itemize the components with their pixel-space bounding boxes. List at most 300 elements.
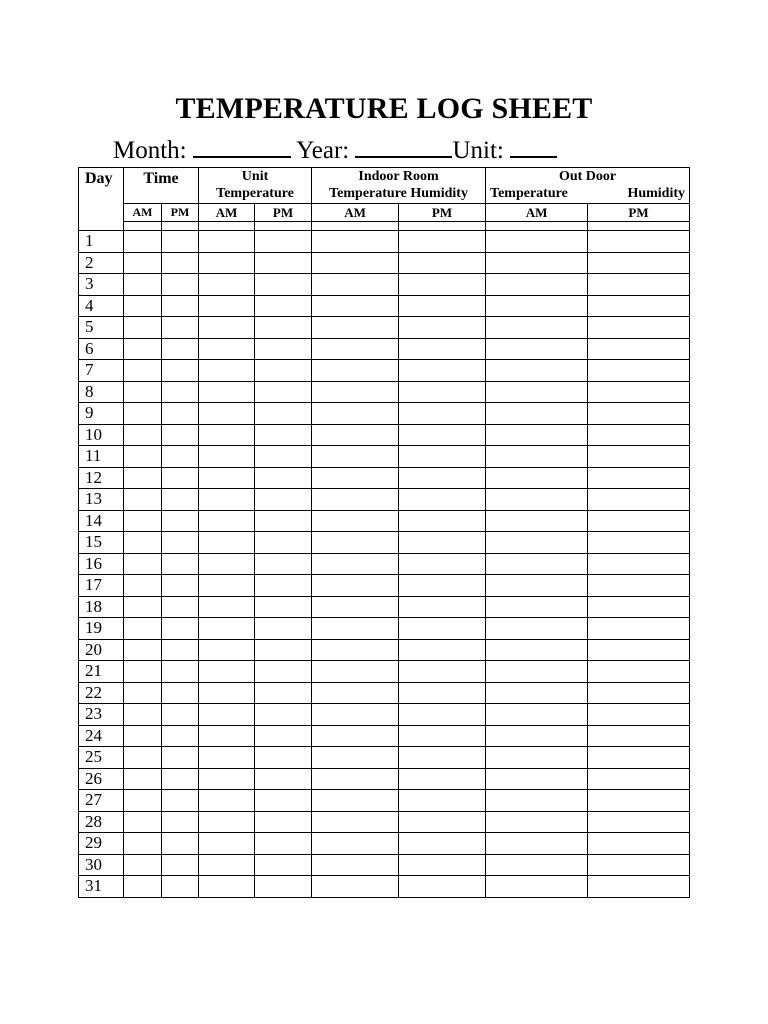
- log-cell[interactable]: [162, 854, 199, 876]
- log-cell[interactable]: [162, 274, 199, 296]
- log-cell[interactable]: [124, 381, 162, 403]
- log-cell[interactable]: [486, 682, 588, 704]
- log-cell[interactable]: [399, 360, 486, 382]
- log-cell[interactable]: [312, 618, 399, 640]
- log-cell[interactable]: [399, 618, 486, 640]
- log-cell[interactable]: [199, 725, 255, 747]
- log-cell[interactable]: [124, 424, 162, 446]
- log-cell[interactable]: [588, 661, 690, 683]
- log-cell[interactable]: [312, 274, 399, 296]
- log-cell[interactable]: [162, 618, 199, 640]
- day-number: 24: [79, 725, 124, 747]
- log-cell[interactable]: [199, 596, 255, 618]
- log-cell[interactable]: [312, 876, 399, 898]
- log-cell[interactable]: [588, 811, 690, 833]
- log-cell[interactable]: [162, 510, 199, 532]
- log-cell[interactable]: [162, 811, 199, 833]
- day-number: 9: [79, 403, 124, 425]
- log-cell[interactable]: [199, 274, 255, 296]
- log-cell[interactable]: [486, 467, 588, 489]
- log-cell[interactable]: [199, 360, 255, 382]
- log-cell[interactable]: [255, 274, 312, 296]
- log-cell[interactable]: [486, 833, 588, 855]
- log-cell[interactable]: [588, 854, 690, 876]
- log-cell[interactable]: [486, 381, 588, 403]
- log-cell[interactable]: [588, 252, 690, 274]
- log-cell[interactable]: [588, 381, 690, 403]
- log-body: [79, 231, 690, 898]
- log-cell[interactable]: [399, 231, 486, 253]
- log-cell[interactable]: [162, 252, 199, 274]
- log-cell[interactable]: [199, 381, 255, 403]
- table-row: [79, 295, 690, 317]
- log-cell[interactable]: [199, 747, 255, 769]
- table-row: [79, 811, 690, 833]
- log-cell[interactable]: [486, 811, 588, 833]
- log-cell[interactable]: [199, 424, 255, 446]
- log-cell[interactable]: [312, 833, 399, 855]
- log-cell[interactable]: [486, 489, 588, 511]
- log-cell[interactable]: [255, 446, 312, 468]
- log-cell[interactable]: [486, 403, 588, 425]
- log-cell[interactable]: [124, 704, 162, 726]
- log-cell[interactable]: [486, 532, 588, 554]
- table-row: [79, 704, 690, 726]
- log-cell[interactable]: [312, 575, 399, 597]
- log-cell[interactable]: [255, 553, 312, 575]
- log-cell[interactable]: [124, 532, 162, 554]
- log-cell[interactable]: [399, 274, 486, 296]
- log-cell[interactable]: [124, 553, 162, 575]
- log-cell[interactable]: [486, 274, 588, 296]
- day-number: 22: [79, 682, 124, 704]
- log-cell[interactable]: [399, 338, 486, 360]
- log-cell[interactable]: [486, 575, 588, 597]
- log-cell[interactable]: [255, 704, 312, 726]
- log-cell[interactable]: [162, 553, 199, 575]
- log-cell[interactable]: [124, 231, 162, 253]
- log-cell[interactable]: [199, 231, 255, 253]
- log-cell[interactable]: [124, 252, 162, 274]
- log-cell[interactable]: [399, 682, 486, 704]
- log-cell[interactable]: [162, 747, 199, 769]
- day-number: 8: [79, 381, 124, 403]
- log-cell[interactable]: [486, 704, 588, 726]
- log-cell[interactable]: [124, 639, 162, 661]
- log-cell[interactable]: [124, 274, 162, 296]
- log-cell[interactable]: [162, 446, 199, 468]
- log-cell[interactable]: [312, 295, 399, 317]
- log-cell[interactable]: [486, 790, 588, 812]
- log-cell[interactable]: [199, 510, 255, 532]
- log-cell[interactable]: [399, 768, 486, 790]
- log-cell[interactable]: [486, 854, 588, 876]
- log-cell[interactable]: [255, 360, 312, 382]
- log-cell[interactable]: [162, 532, 199, 554]
- log-cell[interactable]: [124, 575, 162, 597]
- day-number: 31: [79, 876, 124, 898]
- unit-label: Unit:: [452, 137, 504, 164]
- log-cell[interactable]: [312, 704, 399, 726]
- log-cell[interactable]: [588, 295, 690, 317]
- log-cell[interactable]: [199, 295, 255, 317]
- log-cell[interactable]: [588, 231, 690, 253]
- log-cell[interactable]: [162, 381, 199, 403]
- log-cell[interactable]: [162, 596, 199, 618]
- log-cell[interactable]: [312, 768, 399, 790]
- log-cell[interactable]: [199, 768, 255, 790]
- log-cell[interactable]: [399, 596, 486, 618]
- table-row: [79, 532, 690, 554]
- log-cell[interactable]: [486, 510, 588, 532]
- log-cell[interactable]: [312, 317, 399, 339]
- log-cell[interactable]: [255, 747, 312, 769]
- log-cell[interactable]: [124, 854, 162, 876]
- log-cell[interactable]: [124, 403, 162, 425]
- indoor-header-line2: [312, 185, 485, 202]
- log-cell[interactable]: [312, 811, 399, 833]
- log-cell[interactable]: [312, 596, 399, 618]
- log-cell[interactable]: [399, 704, 486, 726]
- table-row: [79, 446, 690, 468]
- log-cell[interactable]: [124, 467, 162, 489]
- log-cell[interactable]: [255, 768, 312, 790]
- table-row: [79, 876, 690, 898]
- table-row: [79, 360, 690, 382]
- log-cell[interactable]: [124, 596, 162, 618]
- log-cell[interactable]: [486, 360, 588, 382]
- unit-blank[interactable]: [510, 137, 557, 158]
- log-cell[interactable]: [486, 725, 588, 747]
- log-cell[interactable]: [124, 811, 162, 833]
- day-number: 28: [79, 811, 124, 833]
- log-cell[interactable]: [162, 403, 199, 425]
- log-cell[interactable]: [588, 876, 690, 898]
- log-cell[interactable]: [399, 639, 486, 661]
- log-cell[interactable]: [399, 252, 486, 274]
- log-cell[interactable]: [255, 231, 312, 253]
- log-cell[interactable]: [255, 639, 312, 661]
- log-cell[interactable]: [588, 532, 690, 554]
- log-cell[interactable]: [312, 661, 399, 683]
- log-cell[interactable]: [399, 553, 486, 575]
- log-cell[interactable]: [199, 317, 255, 339]
- log-cell[interactable]: [312, 682, 399, 704]
- log-cell[interactable]: [162, 833, 199, 855]
- day-number: 17: [79, 575, 124, 597]
- log-cell[interactable]: [312, 424, 399, 446]
- year-blank[interactable]: [355, 137, 452, 158]
- table-row: [79, 833, 690, 855]
- log-cell[interactable]: [399, 811, 486, 833]
- log-cell[interactable]: [199, 876, 255, 898]
- month-blank[interactable]: [193, 137, 291, 158]
- time-pm-header: PM: [162, 204, 199, 222]
- log-cell[interactable]: [255, 467, 312, 489]
- log-cell[interactable]: [255, 338, 312, 360]
- log-cell[interactable]: [199, 833, 255, 855]
- log-cell[interactable]: [486, 661, 588, 683]
- log-cell[interactable]: [399, 295, 486, 317]
- unit-pm-header: PM: [255, 204, 312, 222]
- log-cell[interactable]: [399, 489, 486, 511]
- log-cell[interactable]: [588, 725, 690, 747]
- log-cell[interactable]: [588, 682, 690, 704]
- log-cell[interactable]: [588, 338, 690, 360]
- log-cell[interactable]: [588, 489, 690, 511]
- day-number: 29: [79, 833, 124, 855]
- log-cell[interactable]: [255, 854, 312, 876]
- log-cell[interactable]: [312, 553, 399, 575]
- log-cell[interactable]: [486, 876, 588, 898]
- log-cell[interactable]: [399, 725, 486, 747]
- log-cell[interactable]: [199, 618, 255, 640]
- log-cell[interactable]: [162, 790, 199, 812]
- log-cell[interactable]: [312, 467, 399, 489]
- log-cell[interactable]: [255, 618, 312, 640]
- table-row: [79, 661, 690, 683]
- log-cell[interactable]: [199, 532, 255, 554]
- log-cell[interactable]: [588, 639, 690, 661]
- log-cell[interactable]: [162, 295, 199, 317]
- log-cell[interactable]: [312, 639, 399, 661]
- log-cell[interactable]: [162, 725, 199, 747]
- log-cell[interactable]: [162, 661, 199, 683]
- log-cell[interactable]: [199, 682, 255, 704]
- log-cell[interactable]: [124, 446, 162, 468]
- log-cell[interactable]: [162, 704, 199, 726]
- log-cell[interactable]: [255, 833, 312, 855]
- log-cell[interactable]: [312, 231, 399, 253]
- log-cell[interactable]: [124, 768, 162, 790]
- log-cell[interactable]: [312, 338, 399, 360]
- log-cell[interactable]: [124, 338, 162, 360]
- log-cell[interactable]: [162, 682, 199, 704]
- unit-temperature-header: [199, 168, 312, 204]
- log-cell[interactable]: [162, 317, 199, 339]
- log-cell[interactable]: [486, 252, 588, 274]
- log-cell[interactable]: [312, 446, 399, 468]
- log-cell[interactable]: [399, 381, 486, 403]
- table-row: [79, 790, 690, 812]
- log-cell[interactable]: [588, 424, 690, 446]
- log-cell[interactable]: [486, 768, 588, 790]
- day-number: 20: [79, 639, 124, 661]
- log-cell[interactable]: [399, 424, 486, 446]
- log-cell[interactable]: [588, 403, 690, 425]
- log-cell[interactable]: [399, 446, 486, 468]
- log-cell[interactable]: [124, 295, 162, 317]
- unit-am-header: AM: [199, 204, 255, 222]
- day-number: 15: [79, 532, 124, 554]
- log-cell[interactable]: [312, 252, 399, 274]
- log-cell[interactable]: [199, 338, 255, 360]
- page-title: TEMPERATURE LOG SHEET: [175, 92, 593, 125]
- log-cell[interactable]: [255, 510, 312, 532]
- log-cell[interactable]: [399, 317, 486, 339]
- log-cell[interactable]: [199, 553, 255, 575]
- log-cell[interactable]: [255, 811, 312, 833]
- log-cell[interactable]: [399, 510, 486, 532]
- log-cell[interactable]: [399, 467, 486, 489]
- log-cell[interactable]: [486, 231, 588, 253]
- log-cell[interactable]: [199, 811, 255, 833]
- table-row: [79, 317, 690, 339]
- day-number: 27: [79, 790, 124, 812]
- log-cell[interactable]: [486, 295, 588, 317]
- log-cell[interactable]: [312, 747, 399, 769]
- log-cell[interactable]: [588, 510, 690, 532]
- log-cell[interactable]: [486, 317, 588, 339]
- log-cell[interactable]: [399, 833, 486, 855]
- log-cell[interactable]: [486, 338, 588, 360]
- log-cell[interactable]: [399, 575, 486, 597]
- log-cell[interactable]: [486, 639, 588, 661]
- table-row: [79, 747, 690, 769]
- log-cell[interactable]: [312, 381, 399, 403]
- log-cell[interactable]: [162, 575, 199, 597]
- log-cell[interactable]: [255, 295, 312, 317]
- log-cell[interactable]: [255, 790, 312, 812]
- log-cell[interactable]: [162, 639, 199, 661]
- log-cell[interactable]: [162, 424, 199, 446]
- log-cell[interactable]: [124, 747, 162, 769]
- log-cell[interactable]: [255, 725, 312, 747]
- log-cell[interactable]: [199, 403, 255, 425]
- log-cell[interactable]: [162, 768, 199, 790]
- log-cell[interactable]: [199, 661, 255, 683]
- log-cell[interactable]: [588, 360, 690, 382]
- log-cell[interactable]: [312, 854, 399, 876]
- indoor-pm-header: PM: [399, 204, 486, 222]
- log-cell[interactable]: [399, 854, 486, 876]
- log-cell[interactable]: [588, 467, 690, 489]
- log-cell[interactable]: [399, 661, 486, 683]
- log-cell[interactable]: [199, 790, 255, 812]
- table-row: [79, 424, 690, 446]
- log-cell[interactable]: [124, 510, 162, 532]
- outdoor-pm-header: PM: [588, 204, 690, 222]
- table-row: [79, 596, 690, 618]
- unit-header-line2: Temperature: [216, 186, 294, 201]
- log-cell[interactable]: [124, 661, 162, 683]
- log-cell[interactable]: [255, 403, 312, 425]
- outdoor-header-line2: [486, 185, 689, 202]
- log-cell[interactable]: [199, 854, 255, 876]
- log-cell[interactable]: [312, 532, 399, 554]
- log-cell[interactable]: [588, 790, 690, 812]
- log-cell[interactable]: [255, 661, 312, 683]
- log-cell[interactable]: [486, 424, 588, 446]
- log-cell[interactable]: [124, 682, 162, 704]
- log-cell[interactable]: [588, 618, 690, 640]
- outdoor-humidity-label: Humidity: [627, 186, 686, 201]
- log-cell[interactable]: [255, 876, 312, 898]
- log-cell[interactable]: [124, 360, 162, 382]
- log-cell[interactable]: [255, 424, 312, 446]
- log-cell[interactable]: [486, 747, 588, 769]
- log-cell[interactable]: [162, 876, 199, 898]
- log-cell[interactable]: [255, 532, 312, 554]
- log-cell[interactable]: [199, 704, 255, 726]
- log-cell[interactable]: [399, 790, 486, 812]
- log-cell[interactable]: [255, 489, 312, 511]
- log-cell[interactable]: [255, 252, 312, 274]
- log-cell[interactable]: [162, 489, 199, 511]
- log-cell[interactable]: [588, 446, 690, 468]
- log-cell[interactable]: [312, 360, 399, 382]
- log-cell[interactable]: [199, 252, 255, 274]
- log-cell[interactable]: [255, 317, 312, 339]
- log-cell[interactable]: [124, 725, 162, 747]
- log-cell[interactable]: [312, 489, 399, 511]
- log-cell[interactable]: [588, 553, 690, 575]
- log-cell[interactable]: [588, 575, 690, 597]
- day-number: 7: [79, 360, 124, 382]
- table-row: [79, 489, 690, 511]
- log-cell[interactable]: [399, 876, 486, 898]
- log-cell[interactable]: [312, 403, 399, 425]
- log-cell[interactable]: [312, 510, 399, 532]
- day-number: 1: [79, 231, 124, 253]
- log-cell[interactable]: [486, 596, 588, 618]
- log-cell[interactable]: [199, 639, 255, 661]
- log-cell[interactable]: [255, 575, 312, 597]
- log-cell[interactable]: [199, 489, 255, 511]
- log-cell[interactable]: [255, 596, 312, 618]
- table-row: [79, 618, 690, 640]
- log-cell[interactable]: [588, 274, 690, 296]
- month-label: Month:: [113, 137, 187, 164]
- day-number: 14: [79, 510, 124, 532]
- log-cell[interactable]: [588, 747, 690, 769]
- log-cell[interactable]: [486, 618, 588, 640]
- log-cell[interactable]: [162, 231, 199, 253]
- log-cell[interactable]: [162, 338, 199, 360]
- log-cell[interactable]: [124, 833, 162, 855]
- log-cell[interactable]: [588, 768, 690, 790]
- log-cell[interactable]: [124, 489, 162, 511]
- log-cell[interactable]: [124, 317, 162, 339]
- indoor-temperature-label: Temperature: [329, 186, 407, 201]
- log-cell[interactable]: [312, 790, 399, 812]
- log-cell[interactable]: [199, 446, 255, 468]
- log-cell[interactable]: [124, 790, 162, 812]
- log-cell[interactable]: [588, 704, 690, 726]
- log-cell[interactable]: [588, 317, 690, 339]
- log-cell[interactable]: [588, 833, 690, 855]
- log-cell[interactable]: [312, 725, 399, 747]
- log-cell[interactable]: [486, 446, 588, 468]
- log-cell[interactable]: [255, 682, 312, 704]
- log-cell[interactable]: [124, 618, 162, 640]
- log-cell[interactable]: [399, 747, 486, 769]
- header-fields: [113, 137, 557, 165]
- log-cell[interactable]: [124, 876, 162, 898]
- log-cell[interactable]: [486, 553, 588, 575]
- log-cell[interactable]: [199, 575, 255, 597]
- log-cell[interactable]: [399, 403, 486, 425]
- day-header: Day: [79, 168, 124, 231]
- outdoor-am-header: AM: [486, 204, 588, 222]
- log-cell[interactable]: [588, 596, 690, 618]
- log-cell[interactable]: [255, 381, 312, 403]
- log-cell[interactable]: [162, 360, 199, 382]
- log-cell[interactable]: [199, 467, 255, 489]
- table-row: [79, 854, 690, 876]
- log-cell[interactable]: [399, 532, 486, 554]
- log-cell[interactable]: [162, 467, 199, 489]
